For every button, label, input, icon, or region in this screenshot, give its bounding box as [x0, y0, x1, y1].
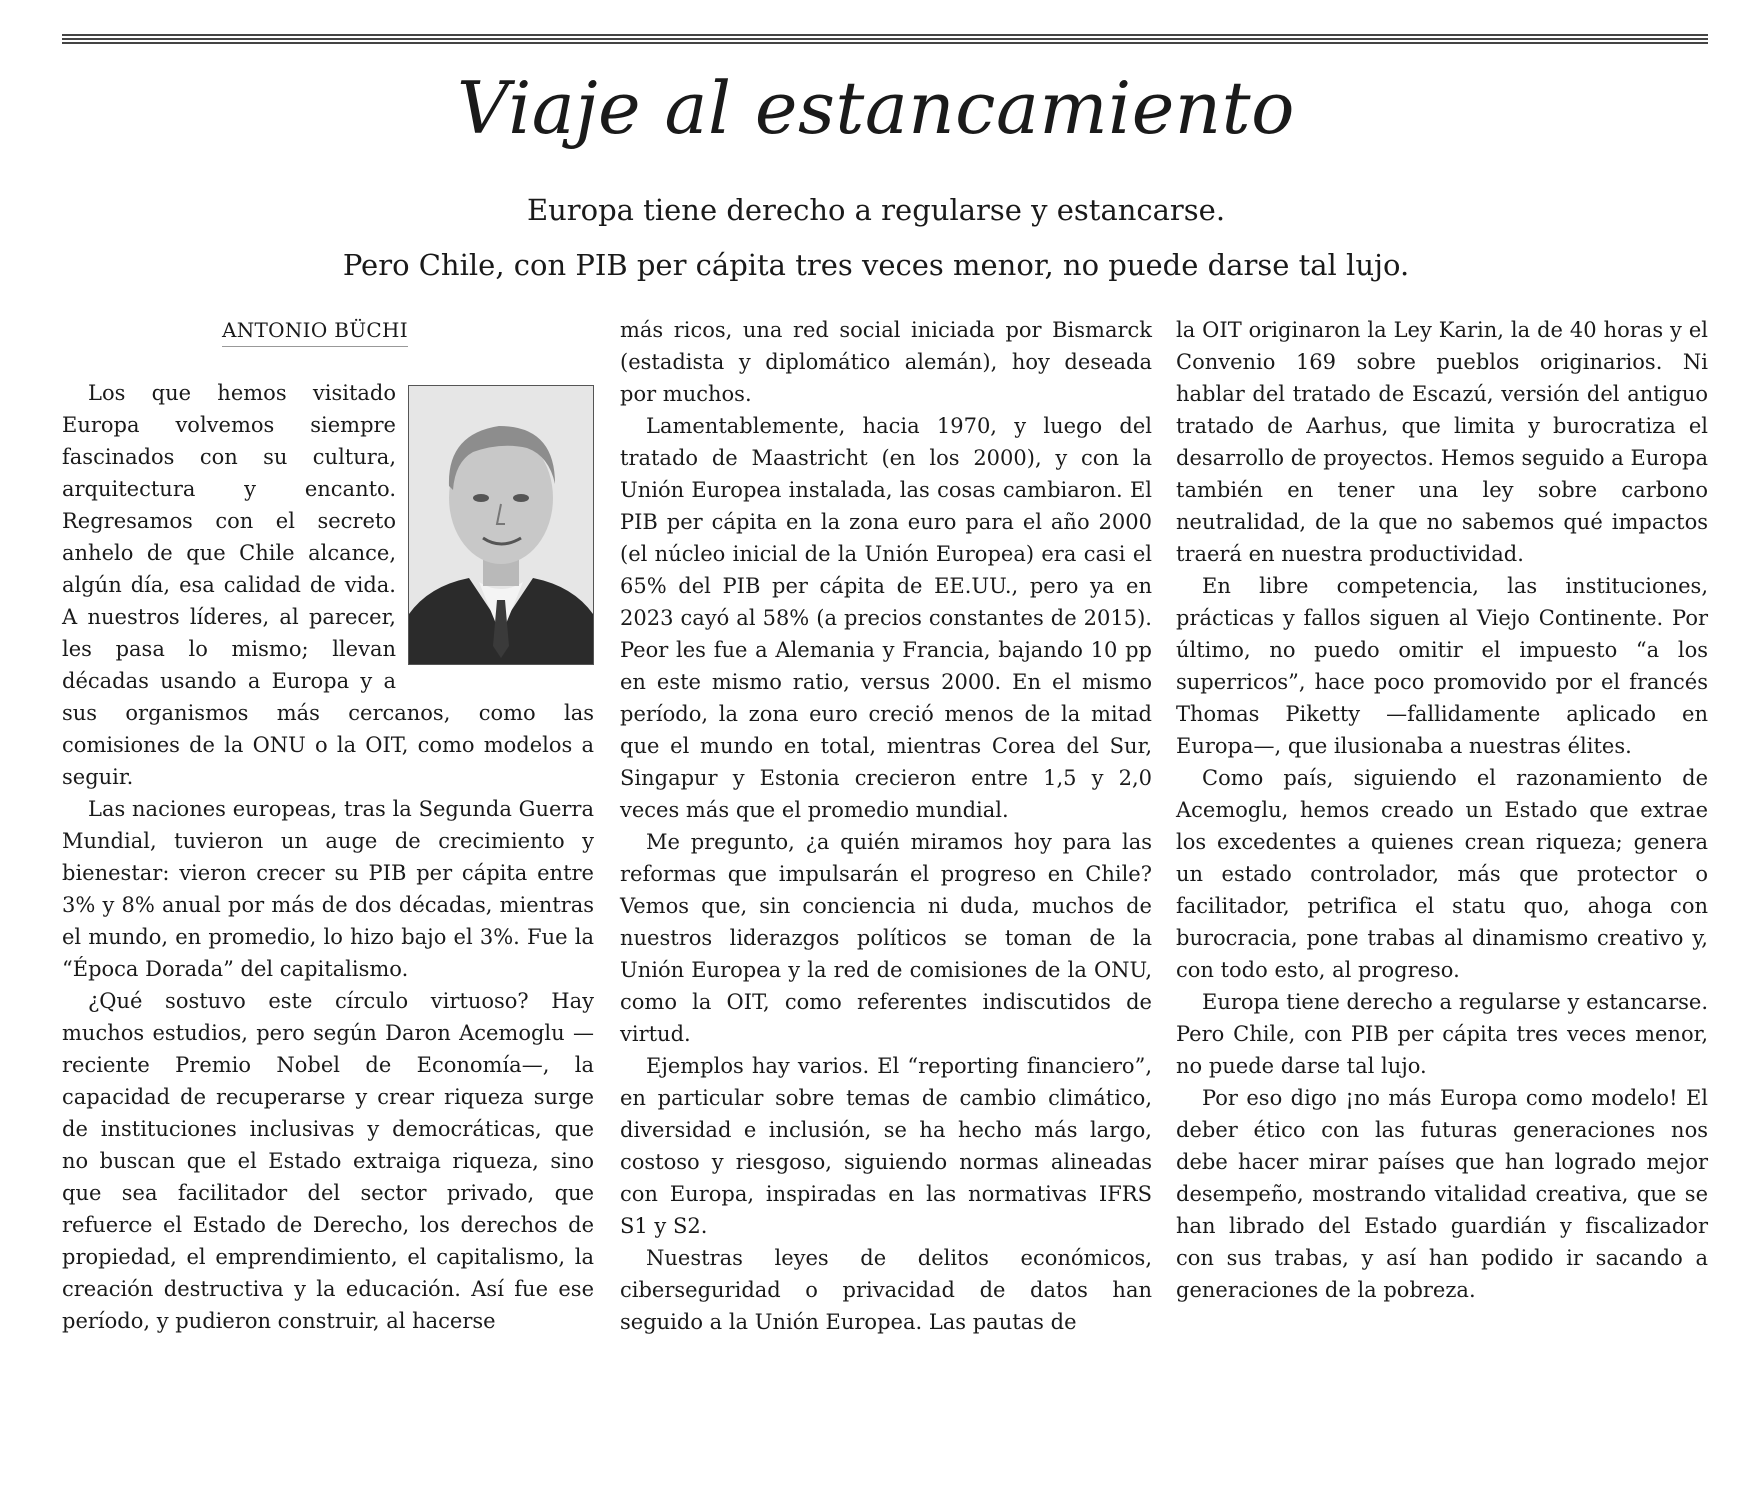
- column-1: [62, 314, 594, 1337]
- paragraph: la OIT originaron la Ley Karin, la de 40 horas y el Convenio 169 sobre pueblos originarios. Ni hablar del tratado de Escazú, versión del antiguo tratado de Aarhus, que limita y burocratiza el desarrollo de proyectos. Hemos seguido a Europa también en tener una ley sobre carbono neutralidad, de la que no sabemos qué impactos traerá en nuestra productividad.: [1176, 318, 1708, 566]
- article-title: Viaje al estancamiento: [457, 66, 1295, 150]
- paragraph: Por eso digo ¡no más Europa como modelo! El deber ético con las futuras generaciones nos debe hacer mirar países que han logrado mejor desempeño, mostrando vitalidad creativa, que se han librado del Estado guardián y fiscalizador con sus trabas, y así han podido ir sacando a generaciones de la pobreza.: [1176, 1086, 1708, 1302]
- paragraph: Lamentablemente, hacia 1970, y luego del tratado de Maastricht (en los 2000), y con la Unión Europea instalada, las cosas cambiaron. El PIB per cápita en la zona euro para el año 2000 (el núcleo inicial de la Unión Europea) era casi el 65% del PIB per cápita de EE.UU., pero ya en 2023 cayó al 58% (a precios constantes de 2015). Peor les fue a Alemania y Francia, bajando 10 pp en este mismo ratio, versus 2000. En el mismo período, la zona euro creció menos de la mitad que el mundo en total, mientras Corea del Sur, Singapur y Estonia crecieron entre 1,5 y 2,0 veces más que el promedio mundial.: [620, 414, 1152, 822]
- column-3: [1176, 314, 1708, 1306]
- article-subtitle-line-2: Pero Chile, con PIB per cápita tres veces menor, no puede darse tal lujo.: [342, 248, 1410, 282]
- article-subtitle-line-1: Europa tiene derecho a regularse y estancarse.: [526, 193, 1226, 227]
- paragraph: más ricos, una red social iniciada por Bismarck (estadista y diplomático alemán), hoy deseada por muchos.: [620, 318, 1152, 406]
- paragraph: Europa tiene derecho a regularse y estancarse. Pero Chile, con PIB per cápita tres veces menor, no puede darse tal lujo.: [1176, 990, 1708, 1078]
- author-photo: [408, 385, 594, 665]
- paragraph: ¿Qué sostuvo este círculo virtuoso? Hay muchos estudios, pero según Daron Acemoglu —reciente Premio Nobel de Economía—, la capacidad de recuperarse y crear riqueza surge de instituciones inclusivas y democráticas, que no buscan que el Estado extraiga riqueza, sino que sea facilitador del sector privado, que refuerce el Estado de Derecho, los derechos de propiedad, el emprendimiento, el capitalismo, la creación destructiva y la educación. Así fue ese período, y pudieron construir, al hacerse: [62, 989, 594, 1333]
- paragraph: Nuestras leyes de delitos económicos, ciberseguridad o privacidad de datos han seguido a la Unión Europea. Las pautas de: [620, 1246, 1152, 1334]
- paragraph: Las naciones europeas, tras la Segunda Guerra Mundial, tuvieron un auge de crecimiento y bienestar: vieron crecer su PIB per cápita entre 3% y 8% anual por más de dos décadas, mientras el mundo, en promedio, lo hizo bajo el 3%. Fue la “Época Dorada” del capitalismo.: [62, 797, 594, 981]
- top-rule: [62, 34, 1708, 46]
- paragraph: Ejemplos hay varios. El “reporting financiero”, en particular sobre temas de cambio climático, diversidad e inclusión, se ha hecho más largo, costoso y riesgoso, siguiendo normas alineadas con Europa, inspiradas en las normativas IFRS S1 y S2.: [620, 1054, 1152, 1238]
- paragraph: Me pregunto, ¿a quién miramos hoy para las reformas que impulsarán el progreso en Chile? Vemos que, sin conciencia ni duda, muchos de nuestros liderazgos políticos se toman de la Unión Europea y la red de comisiones de la ONU, como la OIT, como referentes indiscutidos de virtud.: [620, 830, 1152, 1046]
- column-2: [620, 314, 1152, 1338]
- byline: ANTONIO BÜCHI: [222, 314, 408, 347]
- author-portrait-icon: [409, 386, 593, 664]
- paragraph: En libre competencia, las instituciones, prácticas y fallos siguen al Viejo Continente. Por último, no puedo omitir el impuesto “a los superricos”, hace poco promovido por el francés Thomas Piketty —fallidamente aplicado en Europa—, que ilusionaba a nuestras élites.: [1176, 574, 1708, 758]
- paragraph: Los que hemos visitado Europa volvemos siempre fascinados con su cultura, arquitectura y encanto. Regresamos con el secreto anhelo de que Chile alcance, algún día, esa calidad de vida. A nuestros líderes, al parecer, les pasa lo mismo; llevan décadas usando a Europa y a sus organismos más cercanos, como las comisiones de la ONU o la OIT, como modelos a seguir.: [62, 381, 594, 789]
- paragraph: Como país, siguiendo el razonamiento de Acemoglu, hemos creado un Estado que extrae los excedentes a quienes crean riqueza; genera un estado controlador, más que protector o facilitador, petrifica el statu quo, ahoga con burocracia, pone trabas al dinamismo creativo y, con todo esto, al progreso.: [1176, 766, 1708, 982]
